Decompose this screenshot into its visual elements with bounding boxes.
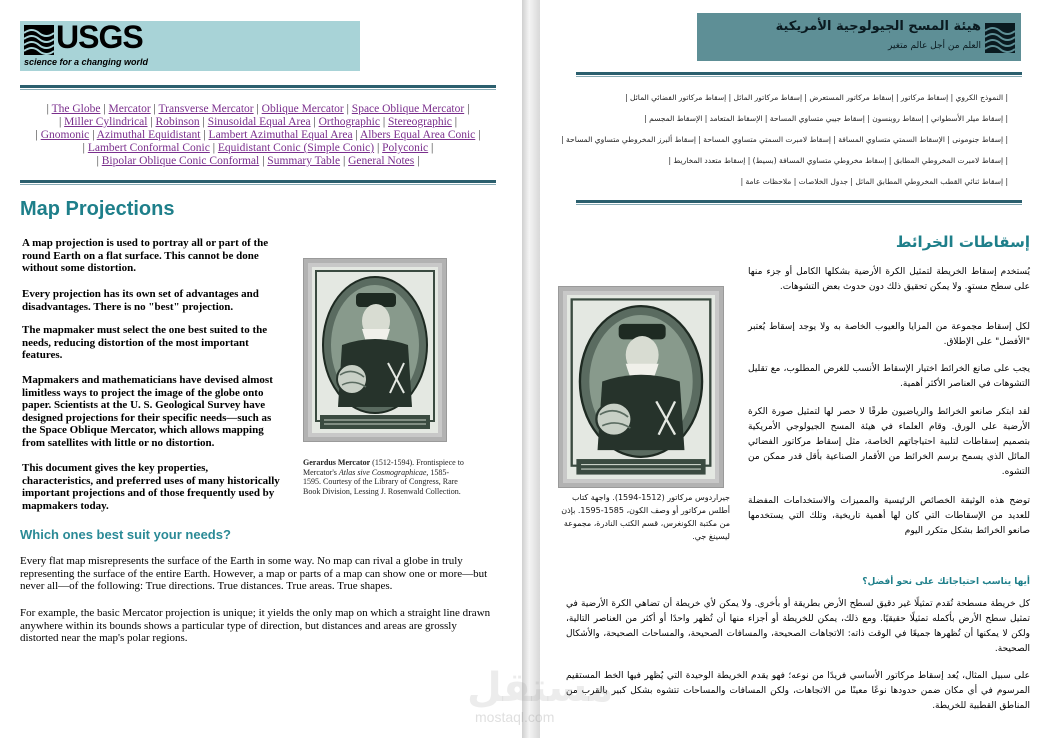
intro-paragraph-1: A map projection is used to portray all or part of the round Earth on a flat surface. This cannot be done without some distortion.	[22, 237, 269, 274]
ar-nav-link[interactable]: | الإسقاط السمتي متساوي المسافة	[835, 135, 950, 144]
watermark-latin: mostaql.com	[475, 709, 555, 725]
caption-name: Gerardus Mercator	[303, 458, 371, 467]
ar-nav-link[interactable]: | إسقاط مركاتور الفضائي المائل	[627, 93, 732, 102]
arabic-intro-paragraph-1: يُستخدم إسقاط الخريطة لتمثيل الكرة الأرضية بشكلها الكامل أو جزء منها على سطح مستوٍ. ولا يمكن تحقيق ذلك دون حدوث بعض التشوهات.	[748, 267, 1030, 292]
nav-link-the-globe[interactable]: The Globe	[51, 103, 101, 115]
ar-nav-line-2: | إسقاط ميلر الأسطواني | إسقاط روبنسون | إسقاط جيبي متساوي المساحة | الإسقاط المتعامد | الإسقاط المجسم |	[644, 114, 1008, 123]
usgs-wordmark: USGS	[56, 19, 143, 55]
nav-link-stereographic[interactable]: Stereographic	[388, 116, 452, 128]
arabic-intro-paragraph-3: يجب على صانع الخرائط اختيار الإسقاط الأنسب للغرض المطلوب، مع تقليل التشوهات في العناصر الأكثر أهمية.	[748, 364, 1030, 389]
intro-paragraph-4: Mapmakers and mathematicians have devised almost limitless ways to project the image of the globe onto paper. Scientists at the U. S. Geological Survey have designed projections for their specific needs—such as the Space Oblique Mercator, which allows mapping from satellites with little or no distortion.	[22, 374, 273, 449]
arabic-logo[interactable]	[697, 13, 1021, 61]
ar-nav-link[interactable]: | إسقاط روبنسون	[869, 114, 929, 123]
intro-paragraph-3: The mapmaker must select the one best suited to the needs, reducing distortion of the most important features.	[22, 324, 268, 361]
ar-nav-link[interactable]: | إسقاط متعدد المخاريط	[671, 156, 751, 165]
ar-nav-link[interactable]: | جدول الخلاصات	[796, 177, 853, 186]
arabic-portrait-caption: جيراردوس مركاتور (1512-1594). واجهة كتاب أطلس مركاتور أو وصف الكون، 1585-1595. بإذن من مكتبة الكونغرس، قسم الكتب النادرة، مجموعة ليسينغ جي.	[561, 493, 730, 541]
ar-nav-line-3: | إسقاط جنومونى | الإسقاط السمتي متساوي المسافة | إسقاط لامبرت السمتي متساوي المساحة | إسقاط ألبرز المخروطي متساوي المساحة |	[561, 135, 1008, 144]
usgs-wave-icon	[985, 23, 1015, 53]
ar-nav-link[interactable]: | إسقاط ألبرز المخروطي متساوي المساحة	[563, 135, 701, 144]
arabic-body-paragraph-1: كل خريطة مسطحة تُقدم تمثيلًا غير دقيق لسطح الأرض بطريقة أو بأخرى. ولا يمكن لأي خريطة أن تضاهي الكرة الأرضية في تمثيل سطح الأرض بأكمله تمثيلًا حقيقيًا. ومع ذلك، يمكن للخريطة أو أجزاء منها أن تُظهر واحدًا أو أكثر من العناصر التالية، ولكن لا يمكنها أن تُظهرها جميعًا في الوقت ذاته: الاتجاهات الصحيحة، والمسافات الصحيحة، والمساحات الصحيحة، والأشكال الصحيحة.	[566, 599, 1030, 654]
watermark-arabic: مستقل	[467, 665, 614, 711]
nav-link-mercator[interactable]: Mercator	[108, 103, 151, 115]
nav-link-robinson[interactable]: Robinson	[155, 116, 200, 128]
ar-nav-line-1: | النموذج الكروي | إسقاط مركاتور | إسقاط مركاتور المستعرض | إسقاط مركاتور المائل | إسقاط مركاتور الفضائي المائل |	[625, 93, 1008, 102]
ar-nav-link[interactable]: | النموذج الكروي	[953, 93, 1008, 102]
arabic-section-subtitle: أيها يناسب احتياجاتك على نحو أفضل؟	[862, 577, 1030, 587]
nav-line-5: | Bipolar Oblique Conic Conformal | Summary Table | General Notes |	[96, 155, 420, 167]
nav-link-polyconic[interactable]: Polyconic	[382, 142, 429, 154]
body-paragraph-2: For example, the basic Mercator projection is unique; it yields the only map on which a straight line drawn anywhere within its bounds shows a particular type of direction, but distances and areas are grossly distorted near the map's polar regions.	[20, 607, 491, 644]
nav-link-equidistant-conic-simple-conic[interactable]: Equidistant Conic (Simple Conic)	[217, 142, 375, 154]
nav-link-albers-equal-area-conic[interactable]: Albers Equal Area Conic	[360, 129, 476, 141]
portrait-caption	[303, 458, 465, 496]
caption-rest: , 1585-1595. Courtesy of the Library of Congress, Rare Book Division, Lessing J. Rosenwald Collection.	[303, 467, 461, 496]
arabic-intro-paragraph-5: توضح هذه الوثيقة الخصائص الرئيسية والمميزات والاستخدامات المفضلة للعديد من الإسقاطات التي كان لها أهمية تاريخية، وتلك التي يستخدمها صانعو الخرائط بشكل متكرر اليوم	[748, 496, 1030, 536]
ar-nav-line-5: | إسقاط ثنائي القطب المخروطي المطابق المائل | جدول الخلاصات | ملاحظات عامة |	[740, 177, 1008, 186]
nav-link-space-oblique-mercator[interactable]: Space Oblique Mercator	[351, 103, 465, 115]
mercator-portrait-image	[312, 267, 438, 433]
english-page	[0, 0, 522, 738]
arabic-intro-paragraph-2: لكل إسقاط مجموعة من المزايا والعيوب الخاصة به ولا يوجد إسقاط يُعتبر "الأفضل" على الإطلاق.	[748, 322, 1030, 347]
mercator-portrait-frame	[303, 258, 447, 442]
ar-nav-link[interactable]: | إسقاط ثنائي القطب المخروطي المطابق المائل	[852, 177, 1008, 186]
arabic-nav-bottom-rule	[576, 200, 1022, 203]
ar-nav-line-4: | إسقاط لامبرت المخروطي المطابق | إسقاط مخروطي متساوي المسافة (بسيط) | إسقاط متعدد المخاريط |	[668, 156, 1008, 165]
arabic-logo-title: هيئة المسح الجيولوجية الأمريكية	[775, 19, 981, 34]
arabic-mercator-portrait-image	[567, 295, 715, 479]
ar-nav-link[interactable]: | ملاحظات عامة	[743, 177, 797, 186]
intro-paragraph-2: Every projection has its own set of advantages and disadvantages. There is no "best" projection.	[22, 288, 259, 313]
nav-link-general-notes[interactable]: General Notes	[348, 155, 415, 167]
nav-line-1: | The Globe | Mercator | Transverse Mercator | Oblique Mercator | Space Oblique Mercator |	[46, 103, 470, 115]
body-paragraph-1: Every flat map misrepresents the surface of the Earth in some way. No map can rival a globe in truly representing the surface of the entire Earth. However, a map or parts of a map can show one or more—but never all—of the following: True directions. True distances. True areas. True shapes.	[20, 555, 488, 592]
nav-bottom-rule	[20, 180, 496, 183]
usgs-logo[interactable]	[20, 21, 360, 71]
ar-nav-link[interactable]: | إسقاط مركاتور	[898, 93, 954, 102]
nav-line-4: | Lambert Conformal Conic | Equidistant Conic (Simple Conic) | Polyconic |	[82, 142, 434, 154]
page-title: Map Projections	[20, 198, 175, 220]
nav-link-lambert-azimuthal-equal-area[interactable]: Lambert Azimuthal Equal Area	[208, 129, 353, 141]
nav-line-2: | Miller Cylindrical | Robinson | Sinusoidal Equal Area | Orthographic | Stereographic |	[58, 116, 458, 128]
nav-link-summary-table[interactable]: Summary Table	[267, 155, 341, 167]
usgs-wave-icon	[24, 25, 54, 55]
ar-nav-link[interactable]: | الإسقاط المتعامد	[707, 114, 768, 123]
page-gutter	[522, 0, 540, 738]
nav-link-orthographic[interactable]: Orthographic	[318, 116, 380, 128]
arabic-page	[540, 0, 1062, 738]
ar-nav-link[interactable]: | الإسقاط المجسم	[646, 114, 708, 123]
nav-link-miller-cylindrical[interactable]: Miller Cylindrical	[64, 116, 148, 128]
ar-nav-link[interactable]: | إسقاط مخروطي متساوي المسافة (بسيط)	[750, 156, 892, 165]
nav-link-transverse-mercator[interactable]: Transverse Mercator	[158, 103, 254, 115]
ar-nav-link[interactable]: | إسقاط جيبي متساوي المساحة	[767, 114, 870, 123]
top-rule	[20, 85, 496, 88]
nav-link-bipolar-oblique-conic-conformal[interactable]: Bipolar Oblique Conic Conformal	[101, 155, 260, 167]
nav-link-sinusoidal-equal-area[interactable]: Sinusoidal Equal Area	[207, 116, 311, 128]
nav-link-oblique-mercator[interactable]: Oblique Mercator	[261, 103, 344, 115]
arabic-page-title: إسقاطات الخرائط	[895, 233, 1030, 251]
nav-link-azimuthal-equidistant[interactable]: Azimuthal Equidistant	[96, 129, 201, 141]
arabic-body-paragraph-2: على سبيل المثال، يُعد إسقاط مركاتور الأساسي فريدًا من نوعه؛ فهو يقدم الخريطة الوحيدة التي يُظهر فيها الخط المستقيم المرسوم في أي مكان ضمن حدودها نوعًا معينًا من الاتجاهات، ولكن المسافات والمساحات تتشوه بشكل كبير بالقرب من المناطق القطبية للخريطة.	[566, 671, 1030, 711]
section-subtitle: Which ones best suit your needs?	[20, 527, 231, 542]
usgs-tagline: science for a changing world	[24, 57, 149, 67]
arabic-mercator-portrait-frame	[558, 286, 724, 488]
arabic-projection-nav	[561, 87, 1008, 192]
nav-line-3: | Gnomonic | Azimuthal Equidistant | Lambert Azimuthal Equal Area | Albers Equal Area Conic |	[35, 129, 481, 141]
nav-link-lambert-conformal-conic[interactable]: Lambert Conformal Conic	[87, 142, 210, 154]
ar-nav-link[interactable]: | إسقاط مركاتور المستعرض	[806, 93, 899, 102]
intro-paragraph-5: This document gives the key properties, characteristics, and preferred uses of many historically important projections and of those frequently used by mapmakers today.	[22, 462, 280, 512]
caption-dates: (1512-1594). Frontispiece to Mercator's	[303, 458, 464, 477]
arabic-intro-paragraph-4: لقد ابتكر صانعو الخرائط والرياضيون طرقًا لا حصر لها لتمثيل صورة الكرة الأرضية على الورق. وقام العلماء في هيئة المسح الجيولوجي الأمريكية بتصميم إسقاطات لتلبية احتياجاتهم الخاصة، مثل إسقاط مركاتور الفضائي المائل الذي يسمح برسم الخرائط من الأقمار الصناعية بأقل قدر ممكن من التشوه.	[748, 407, 1030, 477]
ar-nav-link[interactable]: | إسقاط مركاتور المائل	[731, 93, 807, 102]
projection-nav	[20, 103, 496, 168]
nav-link-gnomonic[interactable]: Gnomonic	[40, 129, 90, 141]
ar-nav-link[interactable]: | إسقاط جنومونى	[949, 135, 1008, 144]
caption-work: Atlas sive Cosmographicae	[338, 467, 427, 477]
arabic-logo-subtitle: العلم من أجل عالم متغير	[888, 41, 981, 51]
arabic-top-rule	[576, 72, 1022, 75]
ar-nav-link[interactable]: | إسقاط لامبرت السمتي متساوي المساحة	[700, 135, 836, 144]
ar-nav-link[interactable]: | إسقاط لامبرت المخروطي المطابق	[891, 156, 1008, 165]
ar-nav-link[interactable]: | إسقاط ميلر الأسطواني	[928, 114, 1008, 123]
